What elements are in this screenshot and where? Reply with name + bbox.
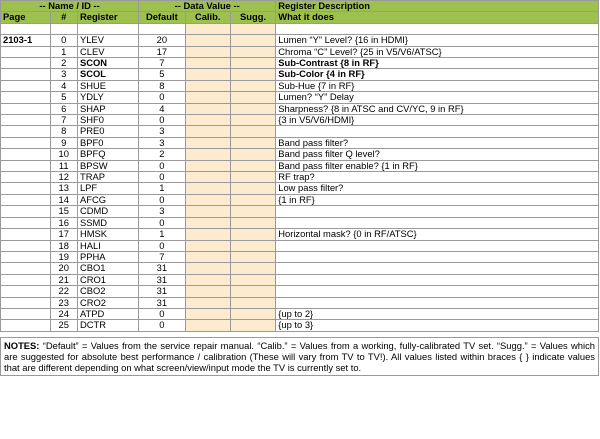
description-cell: Band pass filter Q level? [276, 149, 599, 160]
description-cell: {3 in V5/V6/HDMI} [276, 115, 599, 126]
notes-box [0, 337, 599, 376]
default-value-cell: 0 [139, 308, 185, 319]
header-row-groups [1, 1, 599, 12]
register-name-cell: HALI [77, 240, 138, 251]
register-name-cell: CRO1 [77, 274, 138, 285]
calib-value-cell [185, 35, 230, 46]
calib-value-cell [185, 308, 230, 319]
page-cell [1, 160, 51, 171]
register-number-cell: 25 [50, 320, 77, 331]
register-row [1, 320, 599, 331]
calib-value-cell [185, 80, 230, 91]
register-number-cell: 5 [50, 92, 77, 103]
page-cell [1, 308, 51, 319]
description-cell: Lumen? “Y” Delay [276, 92, 599, 103]
register-name-cell: YDLY [77, 92, 138, 103]
page-cell [1, 217, 51, 228]
sugg-value-cell [230, 183, 275, 194]
page-cell [1, 69, 51, 80]
default-value-cell: 0 [139, 115, 185, 126]
register-name-cell: ATPD [77, 308, 138, 319]
description-cell: Sub-Hue {7 in RF} [276, 80, 599, 91]
page-cell [1, 263, 51, 274]
register-name-cell: BPF0 [77, 137, 138, 148]
sugg-value-cell [230, 103, 275, 114]
register-name-cell: SHF0 [77, 115, 138, 126]
register-row [1, 229, 599, 240]
sugg-value-cell [230, 149, 275, 160]
page-cell [1, 297, 51, 308]
register-number-cell: 9 [50, 137, 77, 148]
default-value-cell: 20 [139, 35, 185, 46]
description-cell: Low pass filter? [276, 183, 599, 194]
page-cell [1, 229, 51, 240]
register-name-cell: PRE0 [77, 126, 138, 137]
register-row [1, 183, 599, 194]
page-cell [1, 58, 51, 69]
register-row [1, 194, 599, 205]
register-number-cell: 11 [50, 160, 77, 171]
calib-value-cell [185, 137, 230, 148]
register-row [1, 149, 599, 160]
register-name-cell: SCON [77, 58, 138, 69]
register-name-cell: AFCG [77, 194, 138, 205]
register-row [1, 172, 599, 183]
default-value-cell: 8 [139, 80, 185, 91]
register-number-cell: 12 [50, 172, 77, 183]
sugg-value-cell [230, 58, 275, 69]
register-number-cell: 7 [50, 115, 77, 126]
calib-value-cell [185, 58, 230, 69]
description-cell: Sub-Contrast {8 in RF} [276, 58, 599, 69]
register-number-cell: 6 [50, 103, 77, 114]
register-name-cell: BPSW [77, 160, 138, 171]
register-name-cell: SCOL [77, 69, 138, 80]
sugg-value-cell [230, 206, 275, 217]
register-row [1, 103, 599, 114]
register-number-cell: 4 [50, 80, 77, 91]
default-value-cell: 0 [139, 172, 185, 183]
description-cell [276, 206, 599, 217]
calib-value-cell [185, 320, 230, 331]
register-row [1, 46, 599, 57]
calib-value-cell [185, 240, 230, 251]
register-number-cell: 23 [50, 297, 77, 308]
description-cell [276, 251, 599, 262]
page-cell [1, 80, 51, 91]
sugg-value-cell [230, 126, 275, 137]
register-number-cell: 20 [50, 263, 77, 274]
page-cell [1, 103, 51, 114]
register-number-cell: 0 [50, 35, 77, 46]
col-header-num: # [50, 12, 77, 23]
register-row [1, 115, 599, 126]
calib-value-cell [185, 172, 230, 183]
default-value-cell: 17 [139, 46, 185, 57]
description-cell: Band pass filter? [276, 137, 599, 148]
notes-text: “Default” = Values from the service repair manual. “Calib.” = Values from a working, fully-calibrated TV set. “Sugg.” = Values which are suggested for absolute best performance / calibration (These will vary from TV to TV!). All values listed within braces { } indicate values that are different depending on what screen/view/input mode the TV is currently set to. [4, 339, 595, 373]
register-row [1, 126, 599, 137]
calib-value-cell [185, 46, 230, 57]
page-cell [1, 194, 51, 205]
register-number-cell: 21 [50, 274, 77, 285]
register-row [1, 274, 599, 285]
notes-label: NOTES: [4, 339, 40, 351]
sugg-value-cell [230, 251, 275, 262]
sugg-value-cell [230, 297, 275, 308]
col-header-page: Page [1, 12, 51, 23]
register-name-cell: SHUE [77, 80, 138, 91]
description-cell [276, 126, 599, 137]
calib-value-cell [185, 103, 230, 114]
spacer-row [1, 23, 599, 34]
register-number-cell: 10 [50, 149, 77, 160]
register-number-cell: 2 [50, 58, 77, 69]
calib-value-cell [185, 274, 230, 285]
col-header-what-it-does: What it does [276, 12, 599, 23]
default-value-cell: 1 [139, 183, 185, 194]
description-cell: Lumen “Y” Level? {16 in HDMI} [276, 35, 599, 46]
calib-value-cell [185, 263, 230, 274]
default-value-cell: 0 [139, 240, 185, 251]
page-cell [1, 92, 51, 103]
description-cell: Horizontal mask? {0 in RF/ATSC} [276, 229, 599, 240]
calib-value-cell [185, 251, 230, 262]
sugg-value-cell [230, 69, 275, 80]
description-cell [276, 240, 599, 251]
register-name-cell: CBO1 [77, 263, 138, 274]
register-number-cell: 8 [50, 126, 77, 137]
register-row [1, 58, 599, 69]
description-cell: Sub-Color {4 in RF} [276, 69, 599, 80]
default-value-cell: 0 [139, 194, 185, 205]
register-number-cell: 19 [50, 251, 77, 262]
group-header-register-description: Register Description [276, 1, 599, 12]
default-value-cell: 3 [139, 137, 185, 148]
register-number-cell: 18 [50, 240, 77, 251]
description-cell: {up to 3} [276, 320, 599, 331]
description-cell: {1 in RF} [276, 194, 599, 205]
register-row [1, 35, 599, 46]
register-number-cell: 16 [50, 217, 77, 228]
page-cell [1, 172, 51, 183]
default-value-cell: 7 [139, 251, 185, 262]
default-value-cell: 5 [139, 69, 185, 80]
default-value-cell: 0 [139, 160, 185, 171]
page-cell [1, 320, 51, 331]
page-cell [1, 46, 51, 57]
register-number-cell: 1 [50, 46, 77, 57]
sugg-value-cell [230, 35, 275, 46]
col-header-register: Register [77, 12, 138, 23]
default-value-cell: 0 [139, 217, 185, 228]
col-header-calib: Calib. [185, 12, 230, 23]
register-number-cell: 24 [50, 308, 77, 319]
page-cell [1, 183, 51, 194]
sugg-value-cell [230, 92, 275, 103]
register-name-cell: TRAP [77, 172, 138, 183]
col-header-sugg: Sugg. [230, 12, 275, 23]
register-name-cell: LPF [77, 183, 138, 194]
sugg-value-cell [230, 194, 275, 205]
calib-value-cell [185, 126, 230, 137]
register-name-cell: CRO2 [77, 297, 138, 308]
page-cell [1, 286, 51, 297]
calib-value-cell [185, 160, 230, 171]
description-cell [276, 217, 599, 228]
sugg-value-cell [230, 286, 275, 297]
sugg-value-cell [230, 115, 275, 126]
calib-value-cell [185, 297, 230, 308]
register-name-cell: BPFQ [77, 149, 138, 160]
sugg-value-cell [230, 46, 275, 57]
calib-value-cell [185, 194, 230, 205]
sugg-value-cell [230, 172, 275, 183]
register-row [1, 263, 599, 274]
page-cell [1, 149, 51, 160]
default-value-cell: 31 [139, 297, 185, 308]
register-row [1, 206, 599, 217]
sugg-value-cell [230, 308, 275, 319]
default-value-cell: 2 [139, 149, 185, 160]
register-row [1, 308, 599, 319]
page-cell [1, 126, 51, 137]
description-cell [276, 274, 599, 285]
register-number-cell: 13 [50, 183, 77, 194]
default-value-cell: 0 [139, 92, 185, 103]
sugg-value-cell [230, 80, 275, 91]
calib-value-cell [185, 183, 230, 194]
page-cell [1, 115, 51, 126]
sugg-value-cell [230, 160, 275, 171]
default-value-cell: 31 [139, 274, 185, 285]
default-value-cell: 3 [139, 206, 185, 217]
calib-value-cell [185, 229, 230, 240]
register-row [1, 69, 599, 80]
description-cell: {up to 2} [276, 308, 599, 319]
page-cell [1, 251, 51, 262]
calib-value-cell [185, 206, 230, 217]
register-number-cell: 17 [50, 229, 77, 240]
register-number-cell: 15 [50, 206, 77, 217]
group-header-name-id: -- Name / ID -- [1, 1, 139, 12]
calib-value-cell [185, 286, 230, 297]
page-cell: 2103-1 [1, 35, 51, 46]
description-cell: RF trap? [276, 172, 599, 183]
calib-value-cell [185, 217, 230, 228]
register-name-cell: SSMD [77, 217, 138, 228]
calib-value-cell [185, 69, 230, 80]
register-row [1, 160, 599, 171]
page-cell [1, 274, 51, 285]
description-cell: Sharpness? {8 in ATSC and CV/YC, 9 in RF} [276, 103, 599, 114]
default-value-cell: 31 [139, 263, 185, 274]
register-name-cell: DCTR [77, 320, 138, 331]
default-value-cell: 1 [139, 229, 185, 240]
sugg-value-cell [230, 217, 275, 228]
page-cell [1, 137, 51, 148]
register-number-cell: 22 [50, 286, 77, 297]
calib-value-cell [185, 115, 230, 126]
description-cell [276, 297, 599, 308]
sugg-value-cell [230, 320, 275, 331]
register-name-cell: HMSK [77, 229, 138, 240]
sugg-value-cell [230, 137, 275, 148]
col-header-default: Default [139, 12, 185, 23]
register-number-cell: 3 [50, 69, 77, 80]
sugg-value-cell [230, 274, 275, 285]
register-name-cell: CDMD [77, 206, 138, 217]
register-row [1, 92, 599, 103]
register-row [1, 251, 599, 262]
register-name-cell: CBO2 [77, 286, 138, 297]
register-row [1, 137, 599, 148]
calib-value-cell [185, 149, 230, 160]
description-cell [276, 286, 599, 297]
description-cell [276, 263, 599, 274]
header-row-columns [1, 12, 599, 23]
default-value-cell: 4 [139, 103, 185, 114]
default-value-cell: 0 [139, 320, 185, 331]
register-row [1, 80, 599, 91]
default-value-cell: 31 [139, 286, 185, 297]
default-value-cell: 3 [139, 126, 185, 137]
sugg-value-cell [230, 240, 275, 251]
register-name-cell: PPHA [77, 251, 138, 262]
register-number-cell: 14 [50, 194, 77, 205]
register-row [1, 240, 599, 251]
register-row [1, 286, 599, 297]
register-row [1, 217, 599, 228]
group-header-data-value: -- Data Value -- [139, 1, 276, 12]
register-name-cell: SHAP [77, 103, 138, 114]
calib-value-cell [185, 92, 230, 103]
register-name-cell: YLEV [77, 35, 138, 46]
sugg-value-cell [230, 263, 275, 274]
register-row [1, 297, 599, 308]
sugg-value-cell [230, 229, 275, 240]
description-cell: Band pass filter enable? {1 in RF} [276, 160, 599, 171]
register-name-cell: CLEV [77, 46, 138, 57]
default-value-cell: 7 [139, 58, 185, 69]
description-cell: Chroma “C” Level? {25 in V5/V6/ATSC} [276, 46, 599, 57]
page-cell [1, 240, 51, 251]
page-cell [1, 206, 51, 217]
